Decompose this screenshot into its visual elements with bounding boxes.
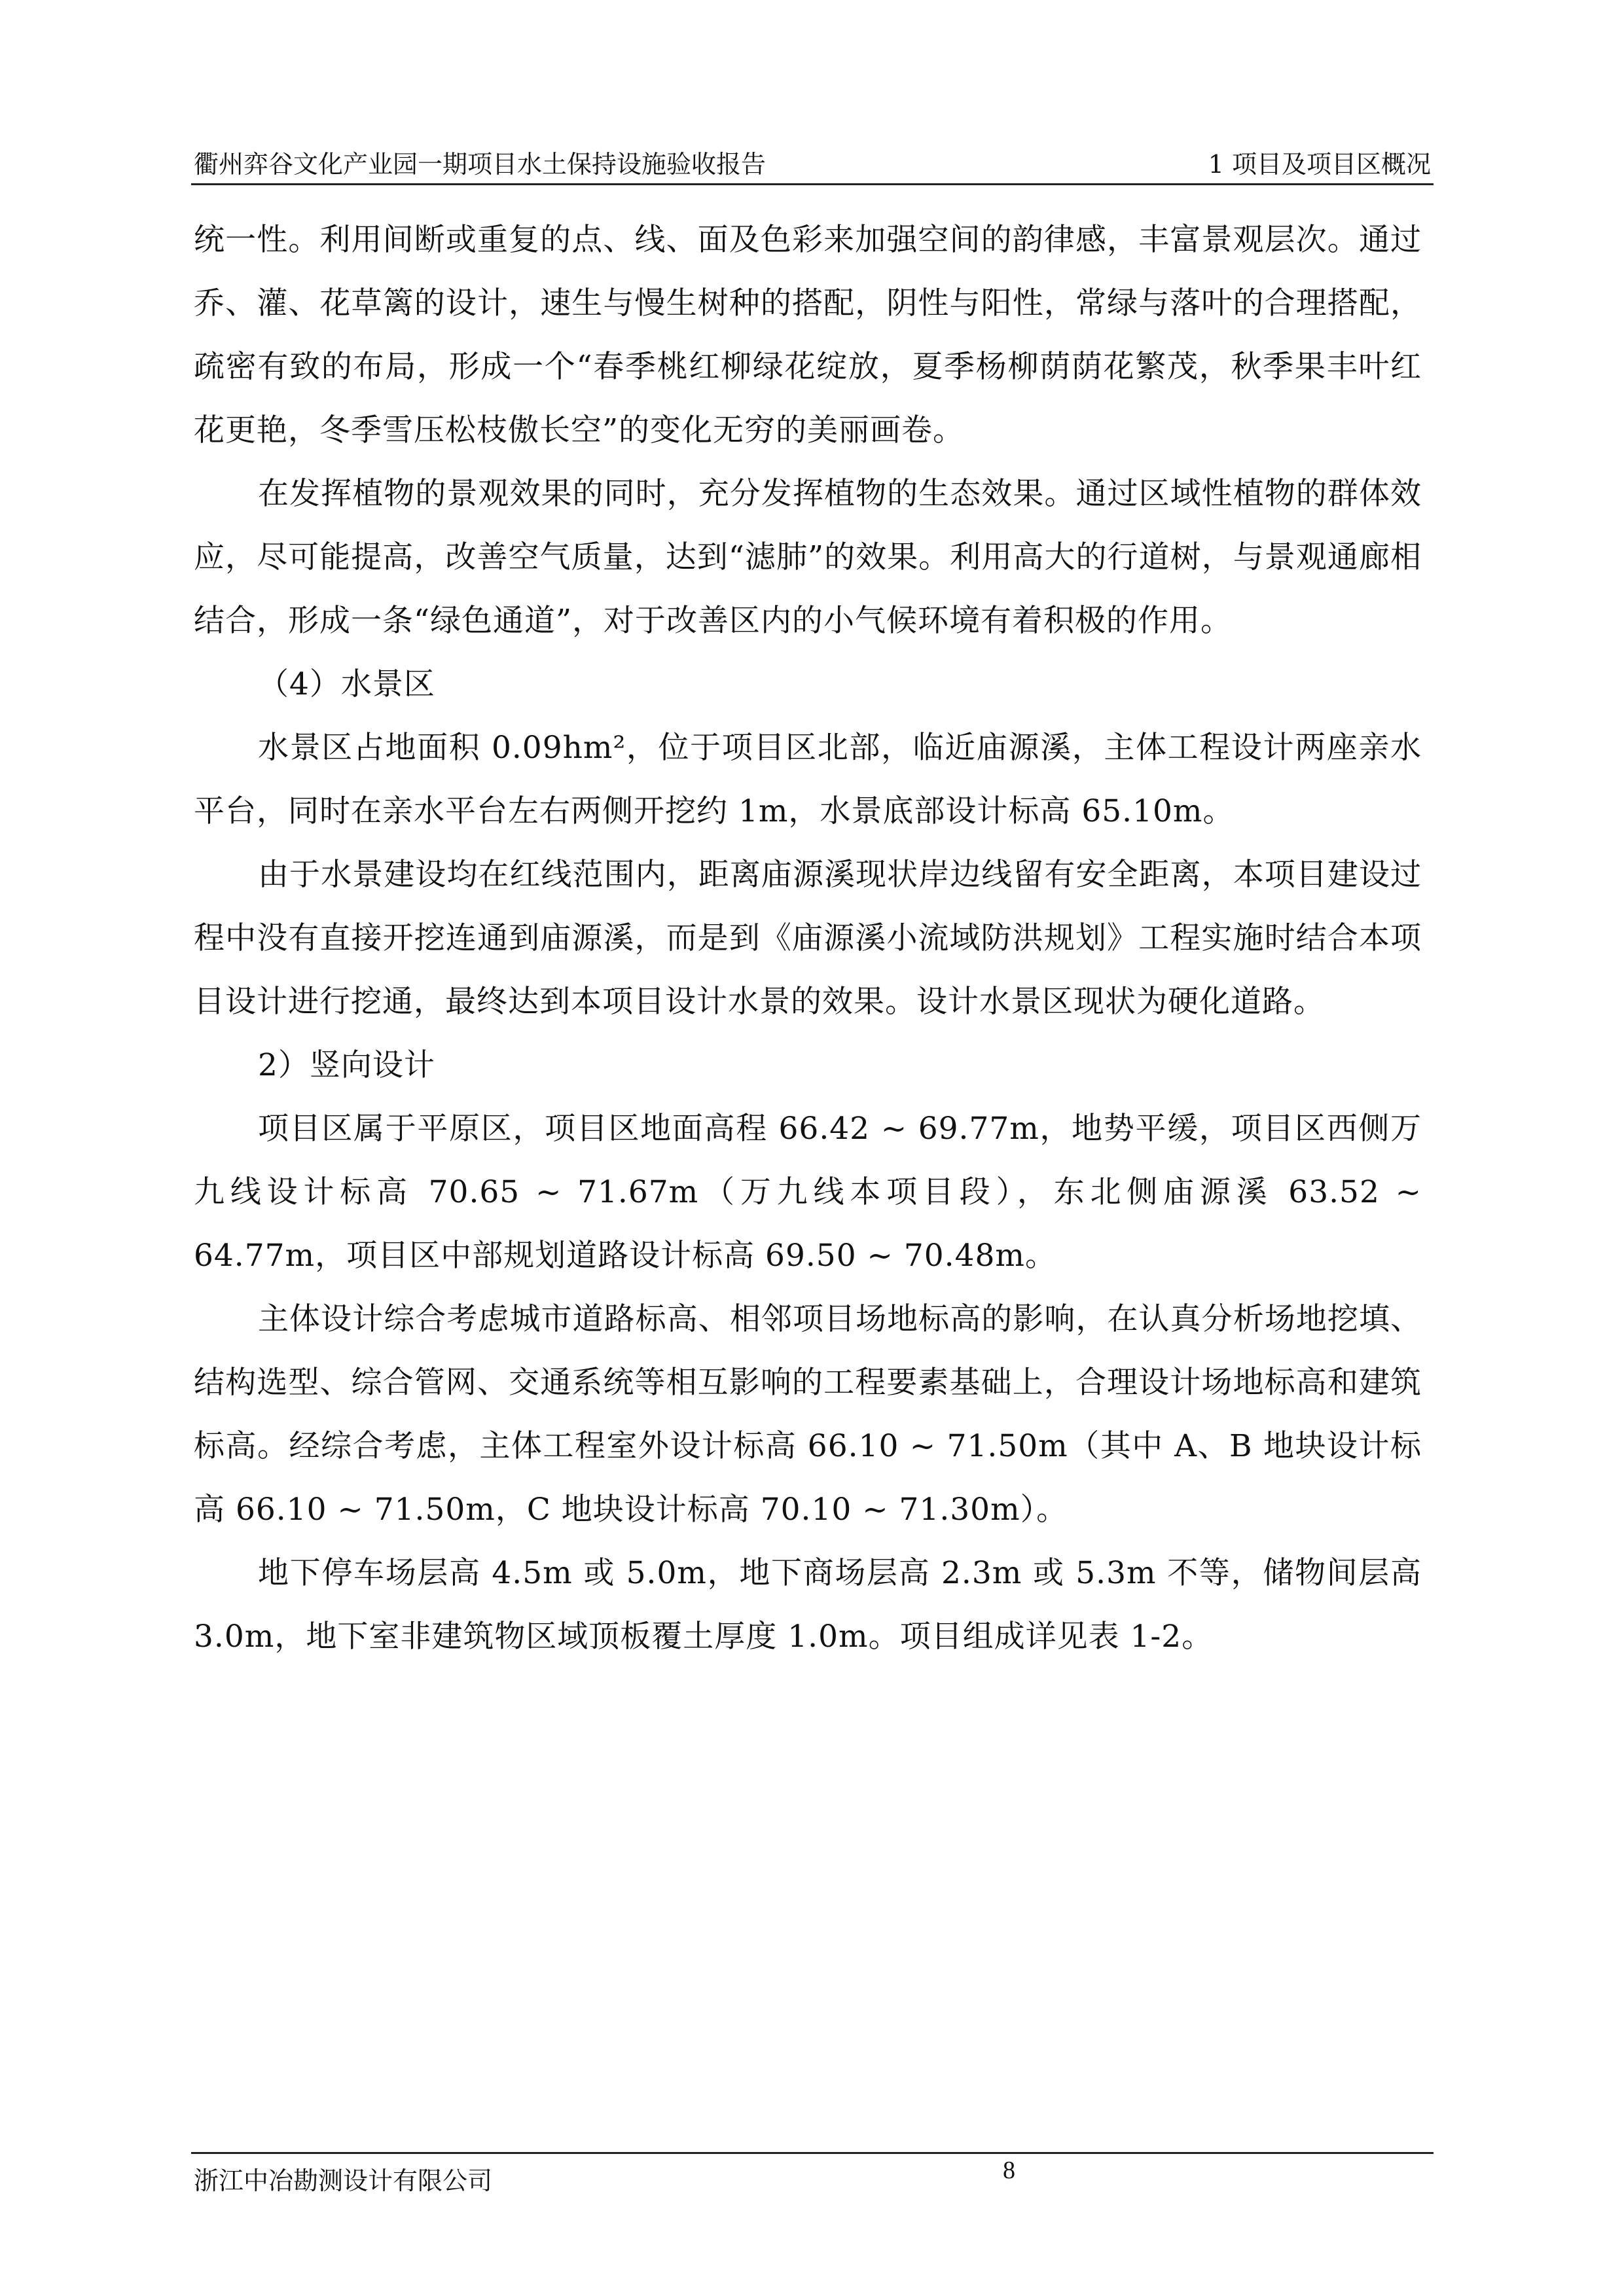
page-number: 8 bbox=[1003, 2157, 1015, 2184]
paragraph-basement: 地下停车场层高 4.5m 或 5.0m，地下商场层高 2.3m 或 5.3m 不等，储物间层高 3.0m，地下室非建筑物区域顶板覆土厚度 1.0m。项目组成详见表 1-2。 bbox=[194, 1555, 1422, 1655]
report-title: 衢州弈谷文化产业园一期项目水土保持设施验收报告 bbox=[194, 150, 767, 179]
paragraph-elevation: 项目区属于平原区，项目区地面高程 66.42 ~ 69.77m，地势平缓，项目区西侧万九线设计标高 70.65 ~ 71.67m（万九线本项目段），东北侧庙源溪 63.52 ~ 64.77m，项目区中部规划道路设计标高 69.50 ~ 70.48m。 bbox=[194, 1111, 1422, 1274]
subheading-water-feature: （4）水景区 bbox=[258, 666, 435, 702]
paragraph-design-elevation: 主体设计综合考虑城市道路标高、相邻项目场地标高的影响，在认真分析场地挖填、结构选型、综合管网、交通系统等相互影响的工程要素基础上，合理设计场地标高和建筑标高。经综合考虑，主体工程室外设计标高 66.10 ~ 71.50m（其中 A、B 地块设计标高 66.10 ~ 71.50m，C 地块设计标高 70.10 ~ 71.30m）。 bbox=[194, 1301, 1422, 1528]
page-header bbox=[191, 145, 1434, 185]
chapter-title: 1 项目及项目区概况 bbox=[1208, 150, 1431, 179]
subheading-vertical-design: 2）竖向设计 bbox=[258, 1047, 435, 1083]
paragraph-ecology: 在发挥植物的景观效果的同时，充分发挥植物的生态效果。通过区域性植物的群体效应，尽可能提高，改善空气质量，达到“滤肺”的效果。利用高大的行道树，与景观通廊相结合，形成一条“绿色通道”，对于改善区内的小气候环境有着积极的作用。 bbox=[194, 476, 1422, 639]
page-footer bbox=[191, 2152, 1434, 2206]
body-text bbox=[194, 208, 1422, 1668]
company-name: 浙江中冶勘测设计有限公司 bbox=[194, 2166, 493, 2195]
paragraph-landscape-continued: 统一性。利用间断或重复的点、线、面及色彩来加强空间的韵律感，丰富景观层次。通过乔、灌、花草篱的设计，速生与慢生树种的搭配，阴性与阳性，常绿与落叶的合理搭配，疏密有致的布局，形成一个“春季桃红柳绿花绽放，夏季杨柳荫荫花繁茂，秋季果丰叶红花更艳，冬季雪压松枝傲长空”的变化无穷的美丽画卷。 bbox=[194, 222, 1422, 448]
paragraph-water-feature-construction: 由于水景建设均在红线范围内，距离庙源溪现状岸边线留有安全距离，本项目建设过程中没有直接开挖连通到庙源溪，而是到《庙源溪小流域防洪规划》工程实施时结合本项目设计进行挖通，最终达到本项目设计水景的效果。设计水景区现状为硬化道路。 bbox=[194, 857, 1422, 1020]
paragraph-water-feature-area: 水景区占地面积 0.09hm²，位于项目区北部，临近庙源溪，主体工程设计两座亲水平台，同时在亲水平台左右两侧开挖约 1m，水景底部设计标高 65.10m。 bbox=[194, 730, 1422, 829]
